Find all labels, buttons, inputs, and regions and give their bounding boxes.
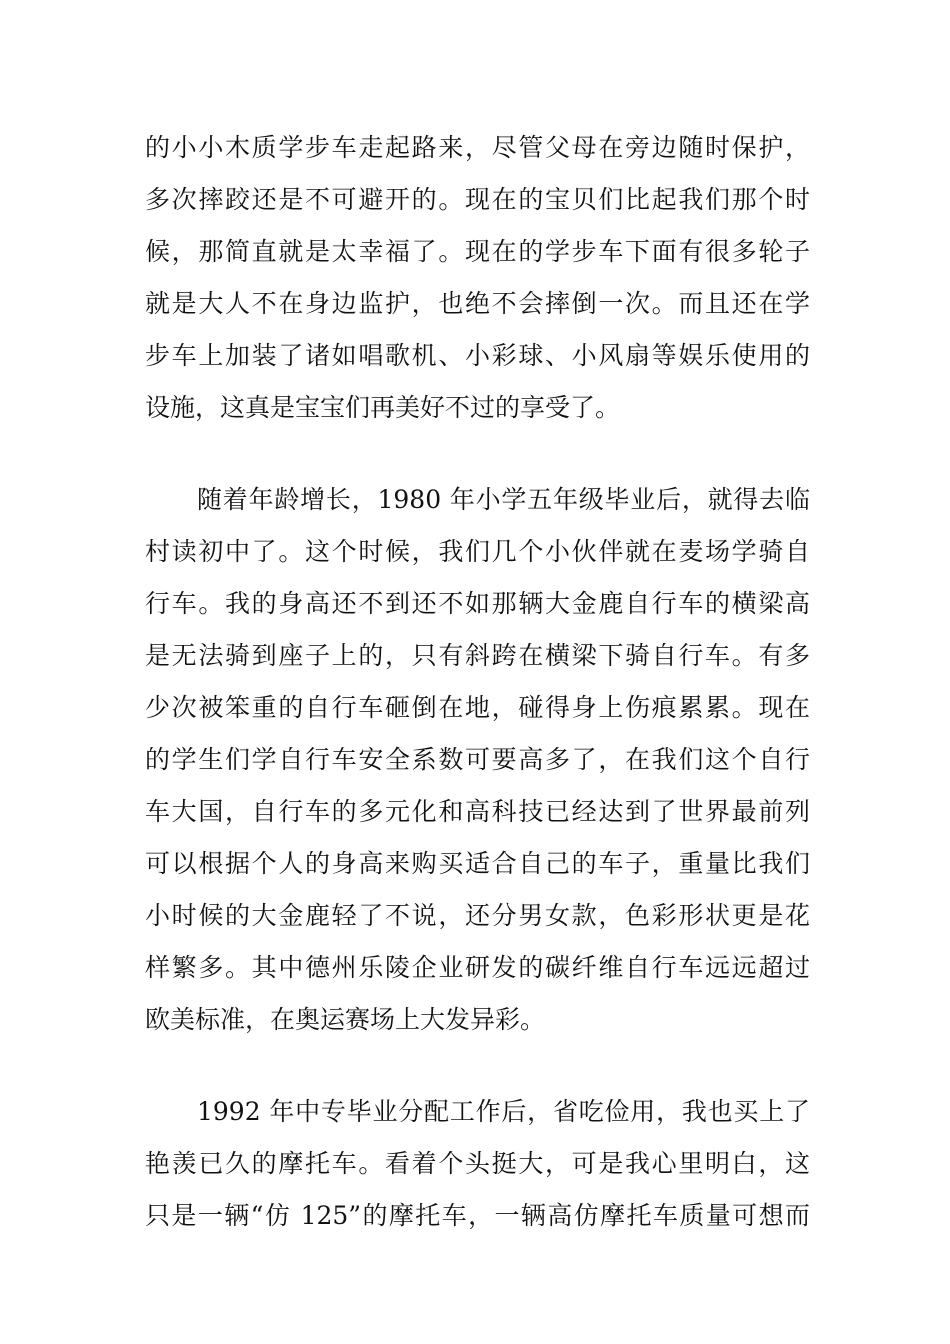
text-line: 可以根据个人的身高来购买适合自己的车子，重量比我们 bbox=[145, 849, 810, 878]
text-line: 村读初中了。这个时候，我们几个小伙伴就在麦场学骑自 bbox=[145, 537, 810, 566]
text-line: 就是大人不在身边监护，也绝不会摔倒一次。而且还在学 bbox=[145, 289, 810, 318]
text-line: 候，那简直就是太幸福了。现在的学步车下面有很多轮子 bbox=[145, 237, 810, 266]
text-line: 样繁多。其中德州乐陵企业研发的碳纤维自行车远远超过 bbox=[145, 953, 810, 982]
text-line: 步车上加装了诸如唱歌机、小彩球、小风扇等娱乐使用的 bbox=[145, 341, 810, 370]
text-line: 的小小木质学步车走起路来，尽管父母在旁边随时保护， bbox=[145, 133, 810, 162]
text-line: 1992 年中专毕业分配工作后，省吃俭用，我也买上了 bbox=[197, 1097, 810, 1126]
text-line: 设施，这真是宝宝们再美好不过的享受了。 bbox=[145, 393, 621, 422]
text-line: 小时候的大金鹿轻了不说，还分男女款，色彩形状更是花 bbox=[145, 901, 810, 930]
text-line: 只是一辆“仿 125”的摩托车，一辆高仿摩托车质量可想而 bbox=[145, 1201, 810, 1230]
text-line: 欧美标准，在奥运赛场上大发异彩。 bbox=[145, 1005, 546, 1034]
text-line: 的学生们学自行车安全系数可要高多了，在我们这个自行 bbox=[145, 745, 810, 774]
text-line: 车大国，自行车的多元化和高科技已经达到了世界最前列 bbox=[145, 797, 810, 826]
text-line: 行车。我的身高还不到还不如那辆大金鹿自行车的横梁高 bbox=[145, 589, 810, 618]
text-line: 多次摔跤还是不可避开的。现在的宝贝们比起我们那个时 bbox=[145, 185, 810, 214]
text-line: 是无法骑到座子上的，只有斜跨在横梁下骑自行车。有多 bbox=[145, 641, 810, 670]
text-line: 少次被笨重的自行车砸倒在地，碰得身上伤痕累累。现在 bbox=[145, 693, 810, 722]
text-line: 艳羡已久的摩托车。看着个头挺大，可是我心里明白，这 bbox=[145, 1149, 810, 1178]
text-line: 随着年龄增长，1980 年小学五年级毕业后，就得去临 bbox=[197, 485, 810, 514]
